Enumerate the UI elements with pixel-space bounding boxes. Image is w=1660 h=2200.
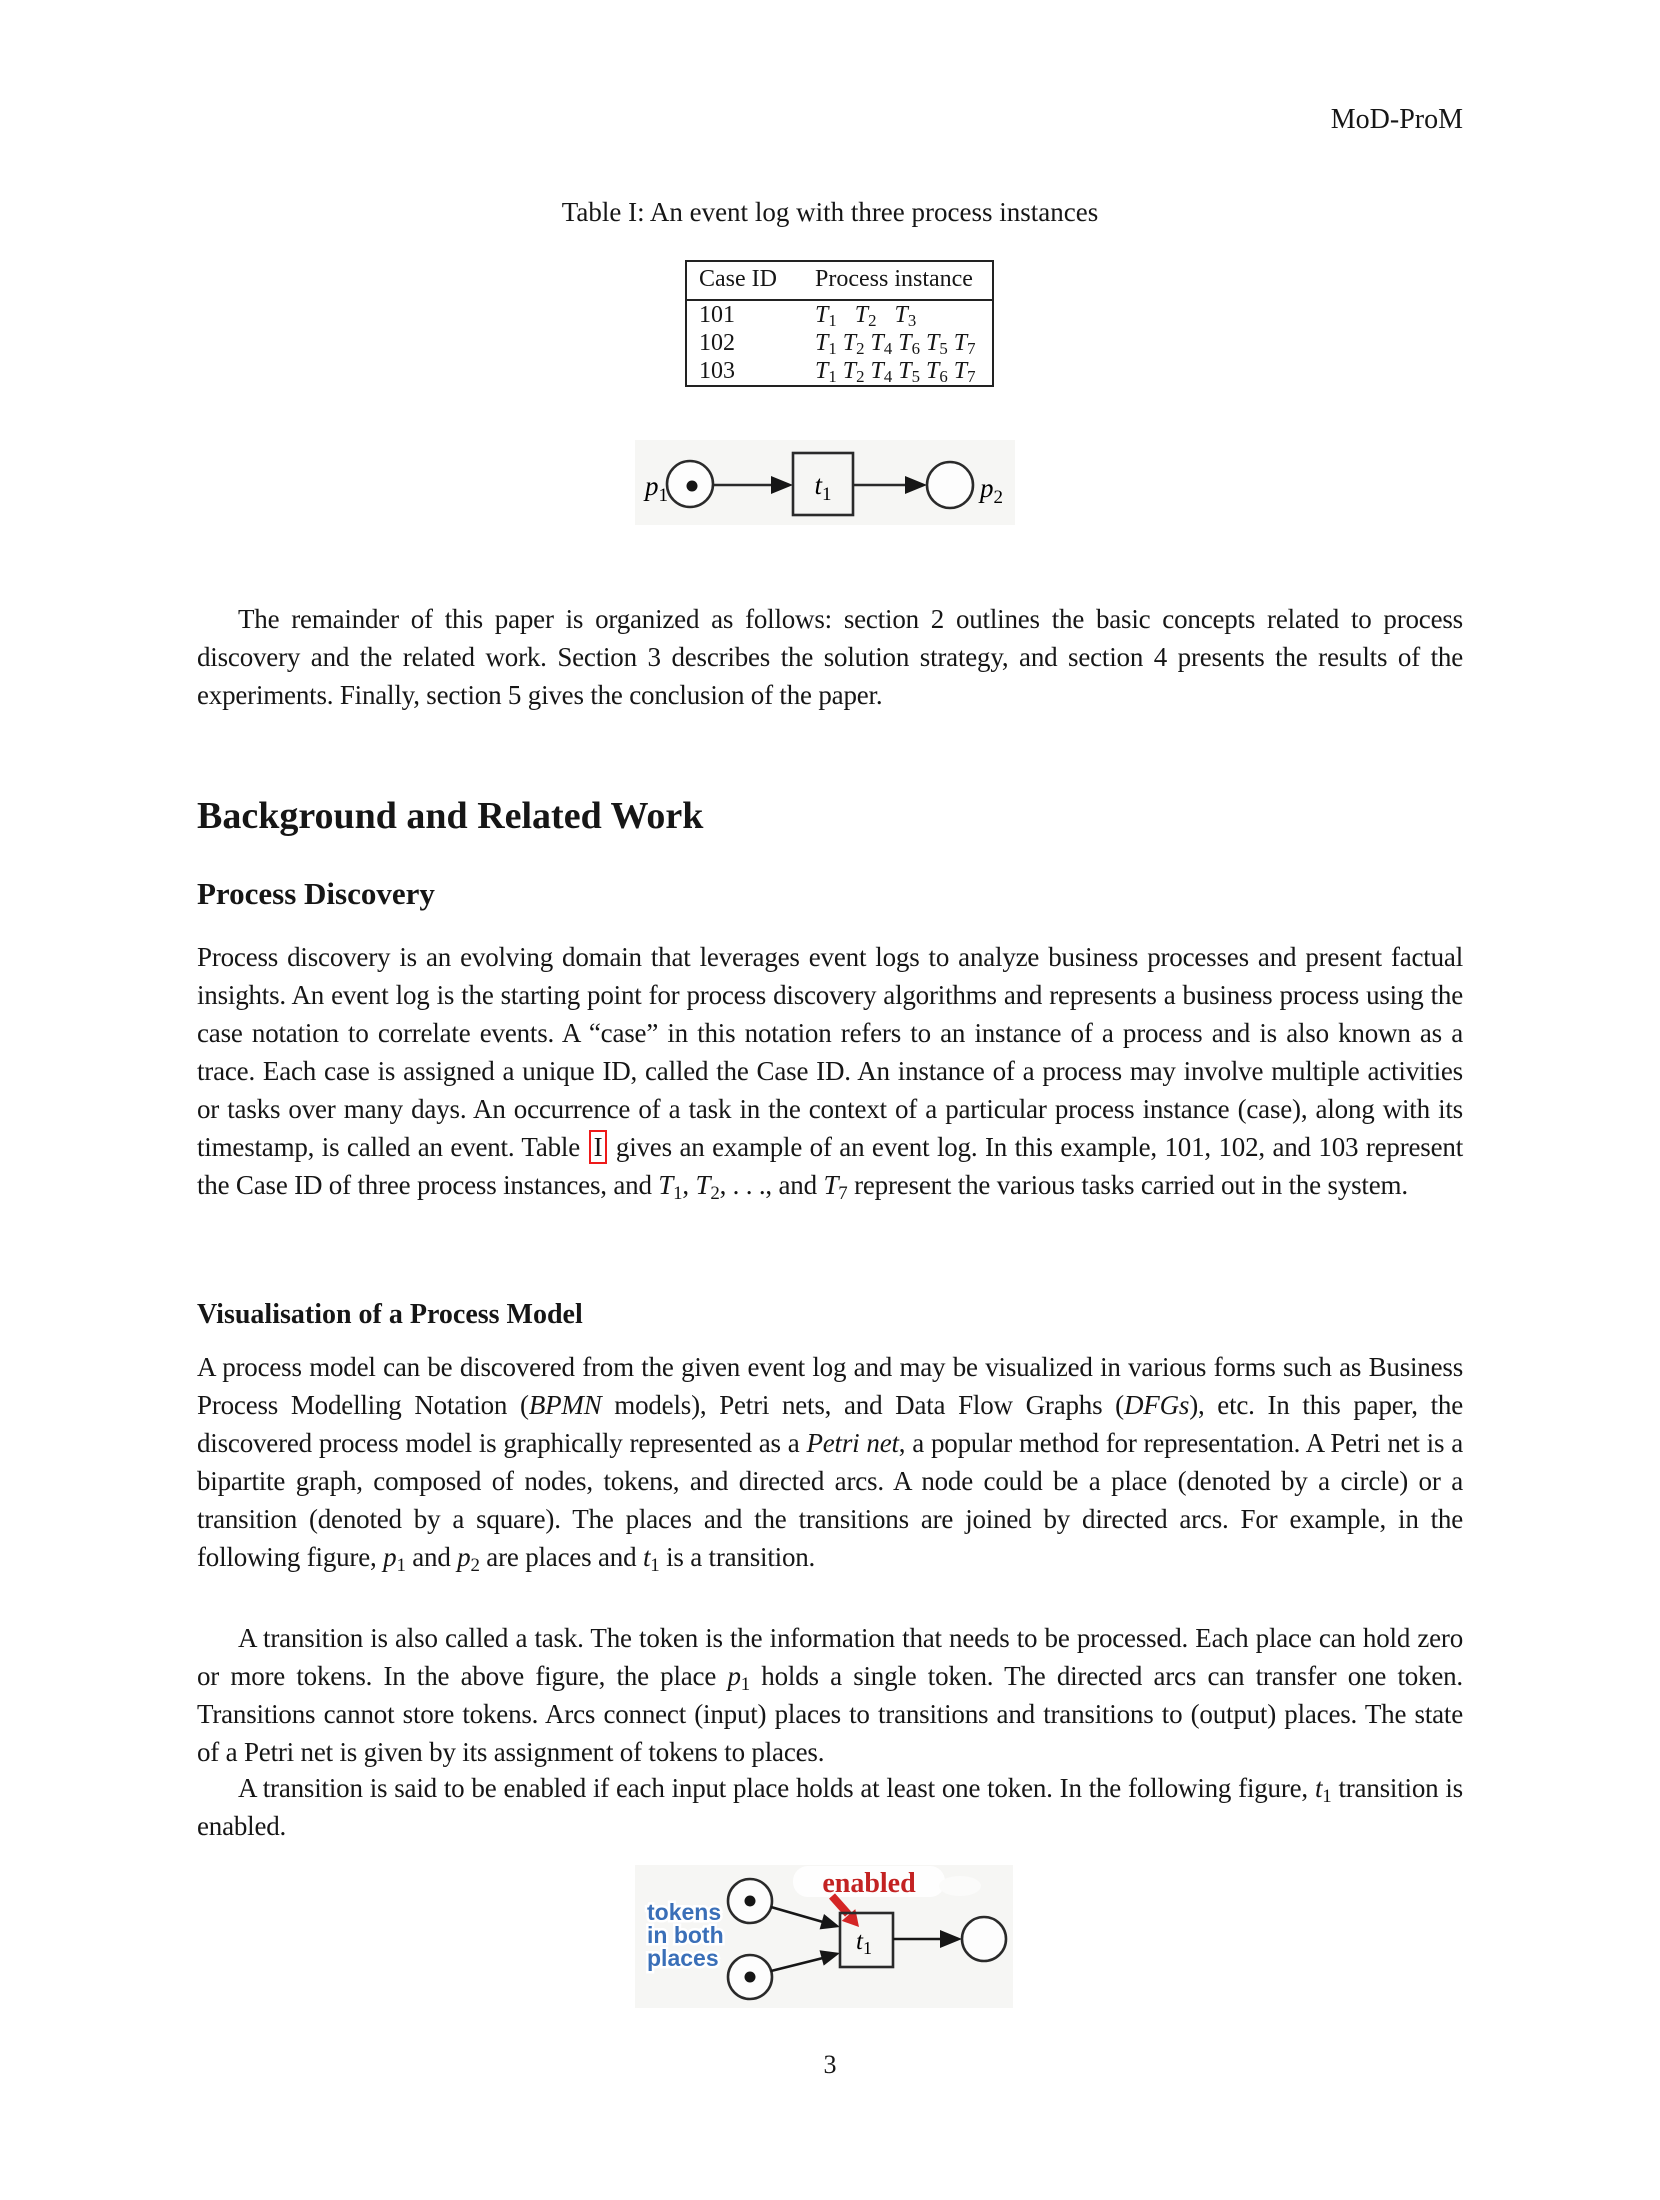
text-run: T: [842, 358, 857, 384]
col-header-case-id: Case ID: [686, 261, 803, 300]
transition-label: $t_1$: [856, 1928, 872, 1958]
text-run: T: [842, 330, 857, 356]
text-run: ,: [682, 1170, 696, 1200]
table-ref-link[interactable]: I: [589, 1130, 608, 1164]
place1-label: $p_1$: [645, 471, 668, 506]
text-run: p: [457, 1542, 471, 1572]
paragraph-visualisation: [197, 1348, 1463, 1576]
subscript: 1: [673, 1182, 683, 1204]
subscript: 2: [710, 1182, 720, 1204]
text-run: T: [815, 358, 829, 384]
table-row: [686, 300, 993, 329]
text-run: [837, 302, 855, 328]
event-log-table: [685, 260, 994, 387]
subscript: 6: [911, 339, 920, 359]
subscript: 1: [396, 1554, 406, 1576]
subscript: 7: [967, 339, 976, 359]
text-run: T: [894, 302, 908, 328]
text-run: ), etc. In this paper, the discovered process model is graphically represented as a: [197, 1390, 1463, 1458]
text-run: T: [898, 358, 912, 384]
text-run: , . . ., and: [719, 1170, 824, 1200]
text-run: T: [815, 302, 829, 328]
subscript: 4: [883, 367, 893, 387]
text-run: p: [383, 1542, 397, 1572]
text-run: A transition is said to be enabled if each input place holds at least one token. In the following figure,: [238, 1773, 1315, 1803]
text-run: T: [658, 1170, 674, 1200]
tokens-annotation-line: in both: [647, 1922, 724, 1948]
text-run: A process model can be discovered from the given event log and may be visualized in various forms such as Business Process Modelling Notation (: [197, 1352, 1463, 1420]
tokens-annotation-line: tokens: [647, 1899, 722, 1925]
subscript: 2: [856, 367, 865, 387]
text-run: DFGs: [1123, 1390, 1190, 1420]
subscript: 1: [740, 1673, 750, 1695]
table-row: [686, 357, 993, 386]
text-run: is a transition.: [659, 1542, 816, 1572]
text-run: T: [854, 302, 869, 328]
subscript: 1: [828, 367, 837, 387]
petri-net-enabled-figure: [635, 1865, 1013, 2008]
col-header-process-instance: Process instance: [803, 261, 993, 300]
paragraph-process-discovery: [197, 938, 1463, 1204]
text-run: T: [823, 1170, 839, 1200]
subscript: 6: [939, 367, 948, 387]
text-run: T: [898, 330, 912, 356]
paragraph-paper-outline: The remainder of this paper is organized as follows: section 2 outlines the basic concepts related to process discovery and the related work. Section 3 describes the solution strategy, and section 4 presents the results of the experiments. Finally, section 5 gives the conclusion of the paper.: [197, 604, 1463, 710]
subsection-heading-visualisation: Visualisation of a Process Model: [197, 1299, 583, 1330]
table-caption: Table I: An event log with three process instances: [561, 197, 1099, 227]
text-run: represent the various tasks carried out in the system.: [847, 1170, 1408, 1200]
text-run: T: [953, 330, 968, 356]
enabled-annotation: enabled: [822, 1868, 916, 1899]
process-instance-cell: [803, 300, 993, 329]
case-id-cell: 103: [699, 358, 735, 384]
text-run: [877, 302, 895, 328]
place2-label: $p_2$: [980, 473, 1003, 508]
text-run: Process discovery is an evolving domain that leverages event logs to analyze business processes and present factual insights. An event log is the starting point for process discovery algorithms and represents a business process using the case notation to correlate events. A “case” in this notation refers to an instance of a process and is also known as a trace. Each case is assigned a unique ID, called the Case ID. An instance of a process may involve multiple activities or tasks over many days. An occurrence of a task in the context of a particular process instance (case), along with its timestamp, is called an event. Table: [197, 942, 1463, 1162]
text-run: holds a single token. The directed arcs can transfer one token. Transitions cannot store tokens. Arcs connect (input) places to transitions and transitions to (output) places. The state of a Petri net is given by its assignment of tokens to places.: [197, 1661, 1463, 1767]
tokens-annotation-line: places: [647, 1945, 719, 1971]
subscript: 2: [856, 339, 865, 359]
text-run: t: [1314, 1773, 1323, 1803]
text-run: and: [405, 1542, 458, 1572]
transition-label: $t_1$: [814, 470, 832, 505]
case-id-cell: 101: [699, 302, 735, 328]
text-run: BPMN: [528, 1390, 602, 1420]
input-place2-token-dot: [745, 1972, 756, 1983]
text-run: transition is enabled.: [197, 1773, 1463, 1841]
text-run: , a popular method for representation. A Petri net is a bipartite graph, composed of nodes, tokens, and directed arcs. A node could be a place (denoted by a circle) or a transition (denoted by a square). The places and the transitions are joined by directed arcs. For example, in the following figure,: [197, 1428, 1463, 1572]
section-heading-background: Background and Related Work: [197, 795, 704, 838]
subscript: 7: [967, 367, 976, 387]
subscript: 1: [1322, 1785, 1332, 1807]
text-run: T: [870, 358, 884, 384]
running-header: MoD-ProM: [1330, 104, 1463, 135]
subscript: 3: [907, 311, 917, 331]
output-place-circle: [962, 1917, 1006, 1961]
highlight-blob: [939, 1876, 981, 1896]
subscript: 1: [828, 311, 837, 331]
text-run: T: [953, 358, 968, 384]
subsection-heading-process-discovery: Process Discovery: [197, 875, 435, 911]
place2-circle: [927, 462, 973, 508]
subscript: 1: [650, 1554, 660, 1576]
text-run: Petri net: [806, 1428, 899, 1458]
table-row: [686, 329, 993, 357]
subscript: 2: [868, 311, 877, 331]
subscript: 4: [883, 339, 893, 359]
process-instance-cell: [803, 357, 993, 386]
input-place1-token-dot: [745, 1896, 756, 1907]
text-run: t: [642, 1542, 651, 1572]
text-run: gives an example of an event log. In this example, 101, 102, and 103 represent the Case ID of three process instances, and: [197, 1132, 1463, 1200]
text-run: T: [695, 1170, 711, 1200]
text-run: T: [926, 358, 940, 384]
process-instance-cell: [803, 329, 993, 357]
subscript: 2: [470, 1554, 480, 1576]
paragraph-transition-enabled: [197, 1769, 1463, 1845]
text-run: are places and: [479, 1542, 643, 1572]
place1-token-dot: [687, 481, 698, 492]
subscript: 5: [911, 367, 920, 387]
subscript: 1: [828, 339, 837, 359]
page-number: 3: [823, 2050, 837, 2079]
text-run: A transition is also called a task. The token is the information that needs to be processed. Each place can hold zero or more tokens. In the above figure, the place: [197, 1623, 1463, 1691]
text-run: p: [727, 1661, 741, 1691]
subscript: 7: [838, 1182, 848, 1204]
text-run: T: [870, 330, 884, 356]
paragraph-transition-task: [197, 1619, 1463, 1771]
table-header-row: [686, 261, 993, 300]
subscript: 5: [939, 339, 948, 359]
text-run: T: [926, 330, 940, 356]
case-id-cell: 102: [699, 330, 735, 356]
text-run: models), Petri nets, and Data Flow Graphs (: [601, 1390, 1124, 1420]
petri-net-basic-figure: [635, 440, 1015, 525]
text-run: T: [815, 330, 829, 356]
